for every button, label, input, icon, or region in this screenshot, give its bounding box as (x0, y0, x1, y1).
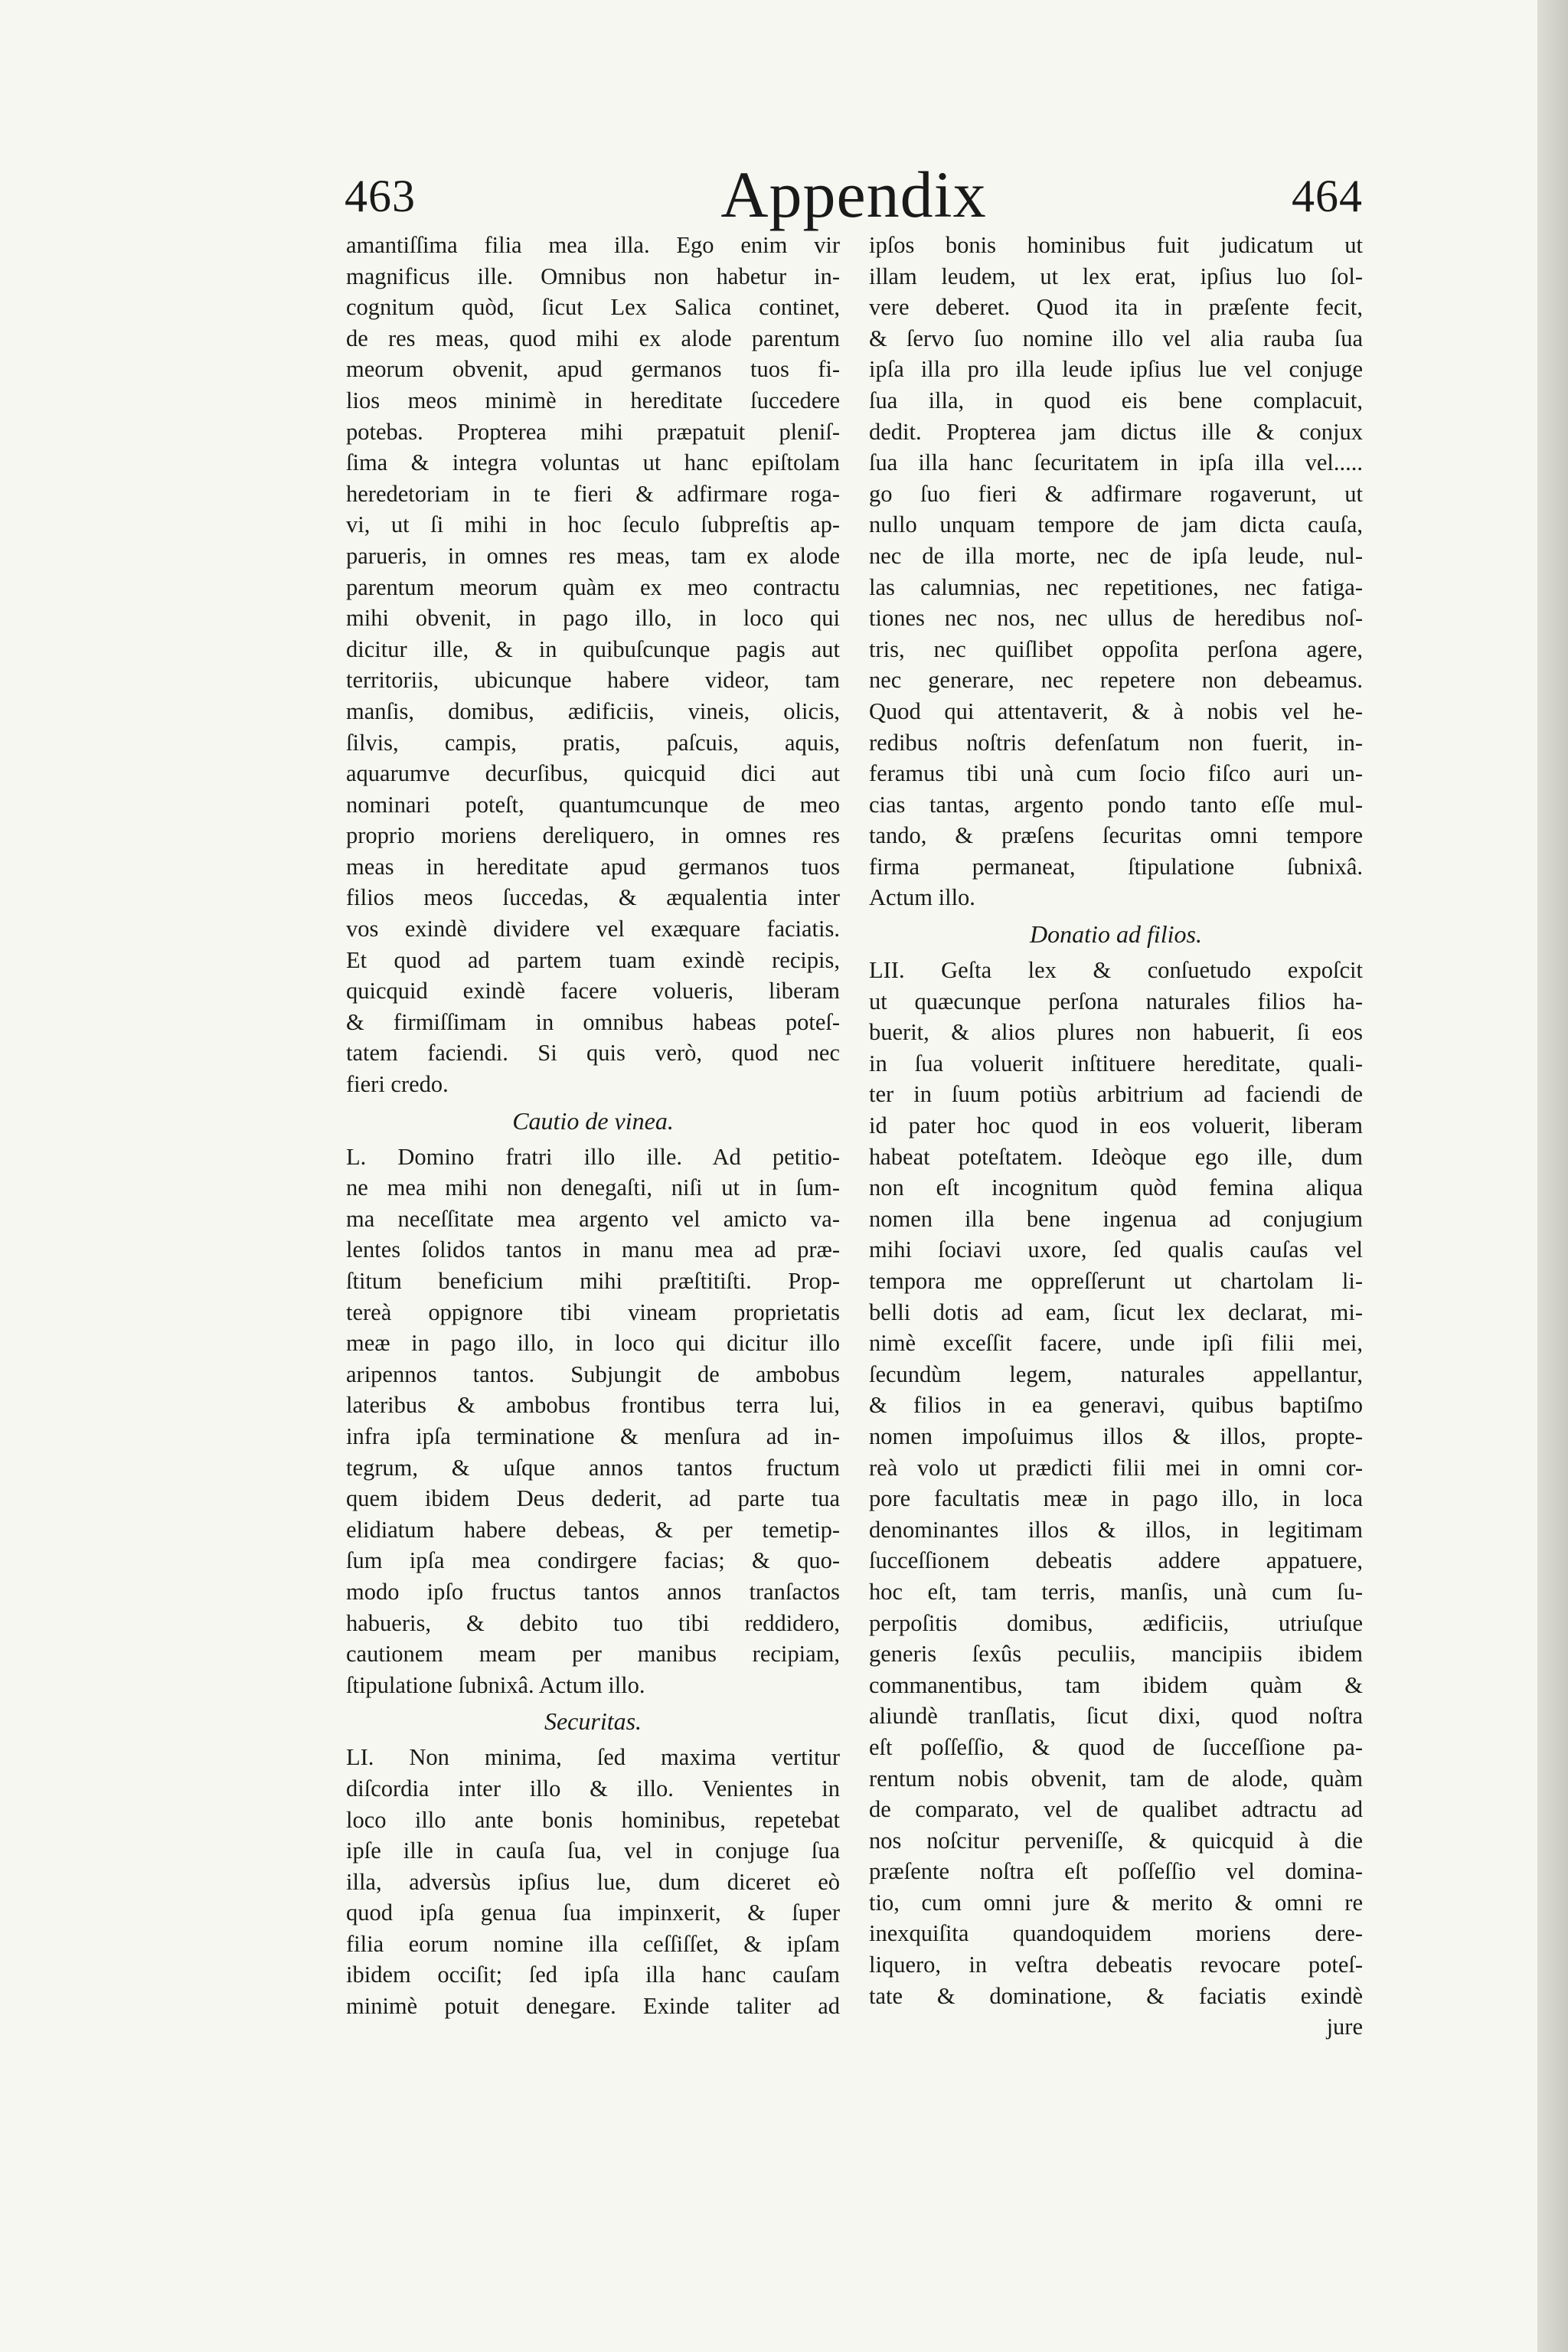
paragraph-securitas-continued (869, 230, 1363, 913)
text-line: rentum nobis obvenit, tam de alode, quàm (869, 1765, 1363, 1792)
section-heading-donatio: Donatio ad filios. (1030, 920, 1202, 949)
paragraph-donatio (869, 955, 1363, 2011)
text-line: ſucceſſionem debeatis addere appatuere, (869, 1547, 1363, 1574)
text-line: tiones nec nos, nec ullus de heredibus noſ- (869, 605, 1363, 632)
text-line: nec generare, nec repetere non debeamus. (869, 667, 1363, 694)
text-line: vere deberet. Quod ita in præſente fecit, (869, 294, 1363, 321)
text-line: las calumnias, nec repetitiones, nec fatiga- (869, 573, 1363, 600)
text-line: fieri credo. (346, 1071, 449, 1098)
text-line: id pater hoc quod in eos voluerit, liberam (869, 1112, 1363, 1139)
text-line: illam leudem, ut lex erat, ipſius luo ſol- (869, 263, 1363, 289)
text-line: nominari poteſt, quantumcunque de meo (346, 791, 840, 818)
text-line: commanentibus, tam ibidem quàm & (869, 1671, 1363, 1698)
text-line: cias tantas, argento pondo tanto eſſe mul- (869, 791, 1363, 818)
text-line: & firmiſſimam in omnibus habeas poteſ- (346, 1008, 840, 1035)
text-line: eſt poſſeſſio, & quod de ſucceſſione pa- (869, 1733, 1363, 1760)
text-line: generis ſexûs peculiis, mancipiis ibidem (869, 1641, 1363, 1668)
text-line: ibidem occiſit; ſed ipſa illa hanc cauſam (346, 1962, 840, 1988)
text-line: LI. Non minima, ſed maxima vertitur (346, 1744, 840, 1771)
text-line: elidiatum habere debeas, & per temetip- (346, 1516, 840, 1543)
text-line: non eſt incognitum quòd femina aliqua (869, 1174, 1363, 1201)
text-line: tereà oppignore tibi vineam proprietatis (346, 1298, 840, 1325)
text-line: proprio moriens dereliquero, in omnes res (346, 822, 840, 849)
text-line: Et quod ad partem tuam exindè recipis, (346, 946, 840, 973)
text-line: liquero, in veſtra debeatis revocare poteſ- (869, 1952, 1363, 1978)
text-line: cognitum quòd, ſicut Lex Salica continet, (346, 294, 840, 321)
text-line: belli dotis ad eam, ſicut lex declarat, mi- (869, 1298, 1363, 1325)
text-line: parueris, in omnes res meas, tam ex alode (346, 542, 840, 569)
text-line: dedit. Propterea jam dictus ille & conjux (869, 418, 1363, 445)
text-line: firma permaneat, ſtipulatione ſubnixâ. (869, 853, 1363, 880)
text-line: aquarumve decurſibus, quicquid dici aut (346, 760, 840, 787)
text-line: mihi ſociavi uxore, ſed qualis cauſas vel (869, 1236, 1363, 1263)
text-line: ſtitum beneficium mihi præſtitiſti. Prop- (346, 1268, 840, 1294)
text-line: ſtipulatione ſubnixâ. Actum illo. (346, 1671, 645, 1698)
text-line: habueris, & debito tuo tibi reddidero, (346, 1609, 840, 1636)
text-line: tio, cum omni jure & merito & omni re (869, 1889, 1363, 1916)
text-line: go ſuo fieri & adfirmare rogaverunt, ut (869, 480, 1363, 507)
text-line: nimè exceſſit facere, unde ipſi filii mei, (869, 1330, 1363, 1357)
text-line: hoc eſt, tam terris, manſis, unà cum ſu- (869, 1578, 1363, 1605)
text-line: tegrum, & uſque annos tantos fructum (346, 1454, 840, 1481)
text-line: illa, adversùs ipſius lue, dum diceret eò (346, 1868, 840, 1895)
text-line: tate & dominatione, & faciatis exindè (869, 1982, 1363, 2009)
text-line: & ſervo ſuo nomine illo vel alia rauba ſua (869, 325, 1363, 351)
text-line: amantiſſima filia mea illa. Ego enim vir (346, 232, 840, 258)
text-line: ma neceſſitate mea argento vel amicto va- (346, 1205, 840, 1232)
text-line: mihi obvenit, in pago illo, in loco qui (346, 605, 840, 632)
text-line: tris, nec quiſlibet oppoſita perſona agere, (869, 635, 1363, 662)
text-line: tempora me oppreſſerunt ut chartolam li- (869, 1268, 1363, 1294)
text-line: in ſua voluerit inſtituere hereditate, quali- (869, 1050, 1363, 1076)
text-line: & filios in ea generavi, quibus baptiſmo (869, 1392, 1363, 1419)
text-line: ſua illa hanc ſecuritatem in ipſa illa vel..... (869, 449, 1363, 476)
section-heading-cautio: Cautio de vinea. (512, 1106, 674, 1135)
right-column (869, 230, 1363, 2043)
text-line: diſcordia inter illo & illo. Venientes in (346, 1775, 840, 1802)
text-line: lentes ſolidos tantos in manu mea ad præ- (346, 1236, 840, 1263)
text-line: inexquiſita quandoquidem moriens dere- (869, 1920, 1363, 1947)
text-line: minimè potuit denegare. Exinde taliter ad (346, 1993, 840, 2020)
text-line: Quod qui attentaverit, & à nobis vel he- (869, 697, 1363, 724)
text-line: filia eorum nomine illa ceſſiſſet, & ipſam (346, 1930, 840, 1957)
right-page-number: 464 (1292, 171, 1363, 221)
text-line: parentum meorum quàm ex meo contractu (346, 573, 840, 600)
text-line: tando, & præſens ſecuritas omni tempore (869, 822, 1363, 849)
text-line: buerit, & alios plures non habuerit, ſi eos (869, 1019, 1363, 1046)
text-line: quem ibidem Deus dederit, ad parte tua (346, 1485, 840, 1512)
paragraph-cautio (346, 1142, 840, 1701)
text-line: ipſos bonis hominibus fuit judicatum ut (869, 232, 1363, 258)
text-line: infra ipſa terminatione & menſura ad in- (346, 1423, 840, 1449)
text-line: ſima & integra voluntas ut hanc epiſtolam (346, 449, 840, 476)
text-line: tatem faciendi. Si quis verò, quod nec (346, 1040, 840, 1067)
text-line: magnificus ille. Omnibus non habetur in- (346, 263, 840, 289)
text-line: reà volo ut prædicti filii mei in omni cor- (869, 1454, 1363, 1481)
text-line: nomen illa bene ingenua ad conjugium (869, 1205, 1363, 1232)
text-line: denominantes illos & illos, in legitimam (869, 1516, 1363, 1543)
text-line: ipſe ille in cauſa ſua, vel in conjuge ſua (346, 1838, 840, 1864)
text-line: feramus tibi unà cum ſocio fiſco auri un- (869, 760, 1363, 787)
text-line: meas in hereditate apud germanos tuos (346, 853, 840, 880)
text-line: ſum ipſa mea condirgere facias; & quo- (346, 1547, 840, 1574)
text-line: præſente noſtra eſt poſſeſſio vel domina- (869, 1858, 1363, 1885)
text-line: lateribus & ambobus frontibus terra lui, (346, 1392, 840, 1419)
text-line: LII. Geſta lex & conſuetudo expoſcit (869, 957, 1363, 984)
text-line: ter in ſuum potiùs arbitrium ad faciendi de (869, 1081, 1363, 1108)
text-line: nomen impoſuimus illos & illos, propte- (869, 1423, 1363, 1449)
text-line: habeat poteſtatem. Ideòque ego ille, dum (869, 1143, 1363, 1170)
paragraph-securitas (346, 1742, 840, 2021)
text-line: redibus noſtris defenſatum non fuerit, in- (869, 729, 1363, 756)
text-line: vi, ut ſi mihi in hoc ſeculo ſubpreſtis ap- (346, 511, 840, 538)
paragraph-heredetoria (346, 230, 840, 1100)
page-edge (1537, 0, 1568, 2352)
text-line: dicitur ille, & in quibuſcunque pagis aut (346, 635, 840, 662)
text-line: nullo unquam tempore de jam dicta cauſa, (869, 511, 1363, 538)
catchword: jure (1326, 2014, 1363, 2040)
text-line: ne mea mihi non denegaſti, niſi ut in ſum- (346, 1174, 840, 1201)
text-line: nos noſcitur perveniſſe, & quicquid à die (869, 1827, 1363, 1854)
running-header (345, 153, 1363, 237)
text-line: manſis, domibus, ædificiis, vineis, olicis, (346, 697, 840, 724)
text-line: lios meos minimè in hereditate ſuccedere (346, 387, 840, 413)
text-line: pore facultatis meæ in pago illo, in loca (869, 1485, 1363, 1512)
text-line: perpoſitis domibus, ædificiis, utriuſque (869, 1609, 1363, 1636)
text-line: ut quæcunque perſona naturales filios ha- (869, 988, 1363, 1014)
text-line: aliundè tranſlatis, ſicut dixi, quod noſtra (869, 1703, 1363, 1730)
text-line: vos exindè dividere vel exæquare faciatis. (346, 916, 840, 942)
text-line: territoriis, ubicunque habere videor, tam (346, 667, 840, 694)
left-page-number: 463 (345, 171, 416, 221)
text-line: meorum obvenit, apud germanos tuos fi- (346, 356, 840, 383)
text-line: modo ipſo fructus tantos annos tranſactos (346, 1578, 840, 1605)
section-heading-securitas: Securitas. (544, 1707, 642, 1736)
text-line: potebas. Propterea mihi præpatuit pleniſ- (346, 418, 840, 445)
text-line: nec de illa morte, nec de ipſa leude, nul- (869, 542, 1363, 569)
text-line: filios meos ſuccedas, & æqualentia inter (346, 884, 840, 911)
left-column (346, 230, 840, 2022)
text-line: ſilvis, campis, pratis, paſcuis, aquis, (346, 729, 840, 756)
text-line: de res meas, quod mihi ex alode parentum (346, 325, 840, 351)
text-line: de comparato, vel de qualibet adtractu ad (869, 1796, 1363, 1823)
text-line: L. Domino fratri illo ille. Ad petitio- (346, 1143, 840, 1170)
page-title: Appendix (720, 158, 987, 231)
text-line: heredetoriam in te fieri & adfirmare roga- (346, 480, 840, 507)
text-line: ſua illa, in quod eis bene complacuit, (869, 387, 1363, 413)
text-line: cautionem meam per manibus recipiam, (346, 1641, 840, 1668)
text-line: Actum illo. (869, 884, 975, 911)
text-line: ſecundùm legem, naturales appellantur, (869, 1361, 1363, 1387)
text-line: ipſa illa pro illa leude ipſius lue vel conjuge (869, 356, 1363, 383)
text-line: meæ in pago illo, in loco qui dicitur illo (346, 1330, 840, 1357)
text-line: loco illo ante bonis hominibus, repetebat (346, 1806, 840, 1833)
text-line: quod ipſa genua ſua impinxerit, & ſuper (346, 1900, 840, 1926)
text-line: quicquid exindè facere volueris, liberam (346, 978, 840, 1004)
text-line: aripennos tantos. Subjungit de ambobus (346, 1361, 840, 1387)
